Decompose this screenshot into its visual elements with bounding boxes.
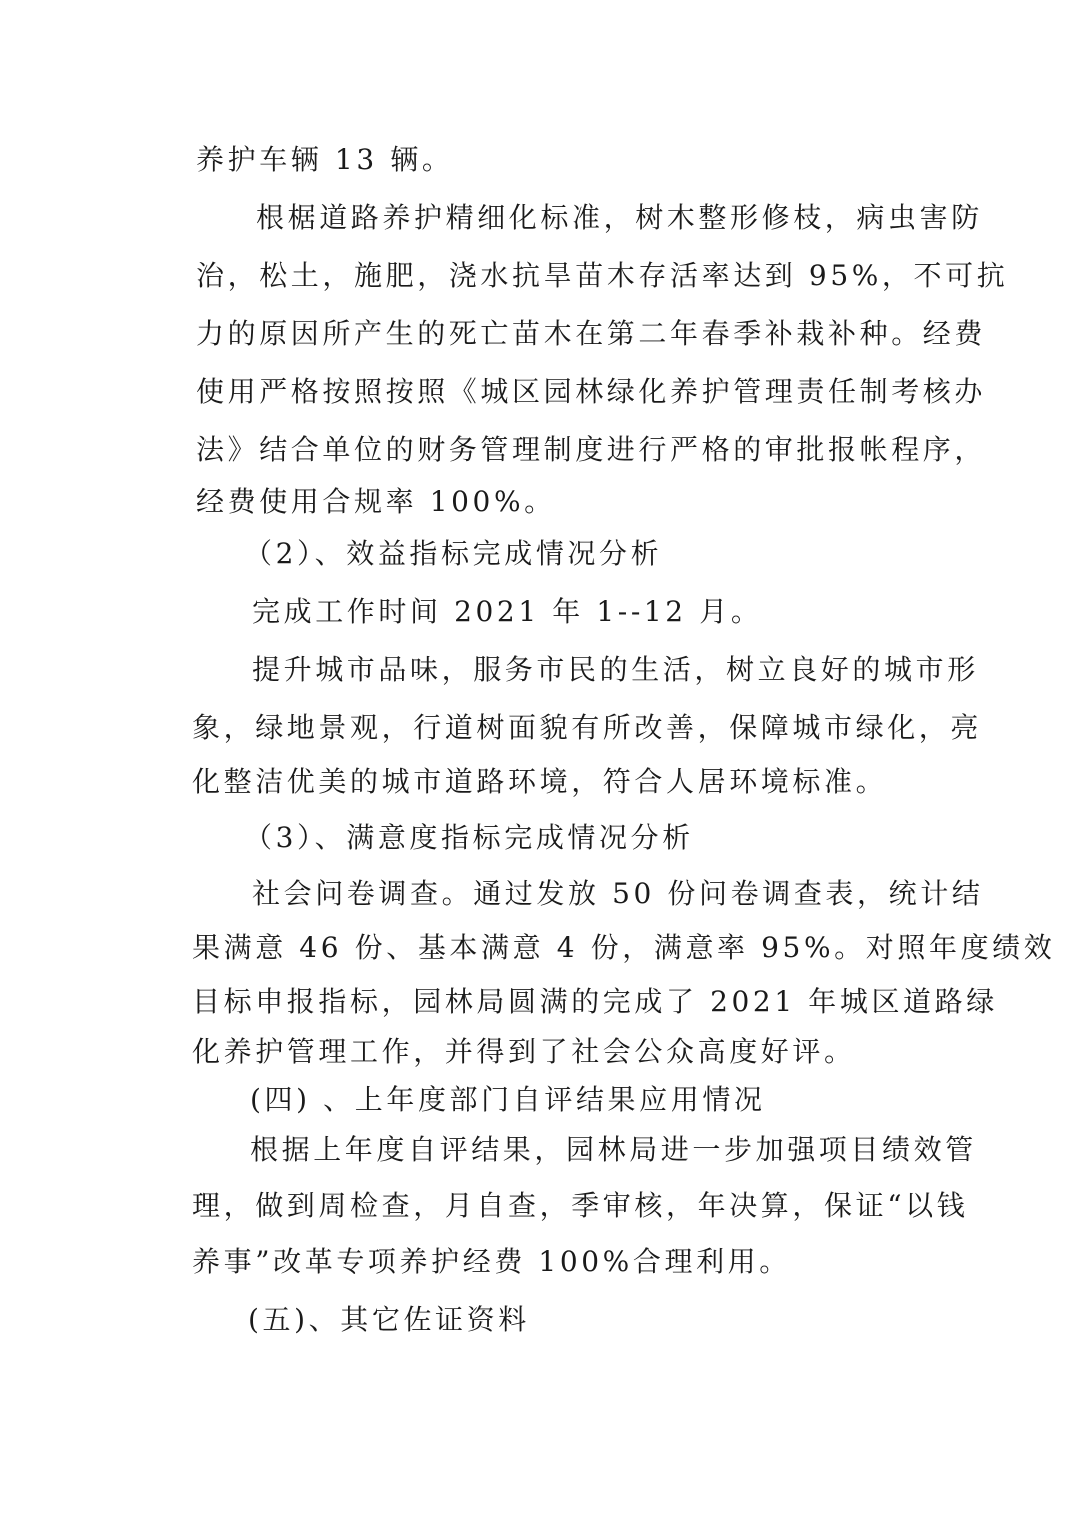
text-line: 目标申报指标，园林局圆满的完成了 2021 年城区道路绿 <box>192 985 998 1018</box>
text-line: 经费使用合规率 100%。 <box>196 485 556 518</box>
text-line: 治，松土，施肥，浇水抗旱苗木存活率达到 95%，不可抗 <box>196 259 1009 292</box>
text-line: 使用严格按照按照《城区园林绿化养护管理责任制考核办 <box>196 375 987 408</box>
text-line: 化养护管理工作，并得到了社会公众高度好评。 <box>192 1035 856 1068</box>
text-line: 力的原因所产生的死亡苗木在第二年春季补栽补种。经费 <box>196 317 987 350</box>
paragraph-first-line: 提升城市品味，服务市民的生活，树立良好的城市形 <box>252 653 979 686</box>
text-line: 养护车辆 13 辆。 <box>196 143 454 176</box>
text-line: 法》结合单位的财务管理制度进行严格的审批报帐程序， <box>196 433 987 466</box>
text-line: 化整洁优美的城市道路环境，符合人居环境标准。 <box>192 765 888 798</box>
text-line: 理，做到周检查，月自查，季审核，年决算，保证“以钱 <box>192 1189 969 1222</box>
paragraph-first-line: 社会问卷调查。通过发放 50 份问卷调查表，统计结 <box>252 877 984 910</box>
text-line: 养事”改革专项养护经费 100%合理利用。 <box>192 1245 791 1278</box>
paragraph-first-line: 完成工作时间 2021 年 1--12 月。 <box>252 595 763 628</box>
section-heading: （3）、满意度指标完成情况分析 <box>244 821 694 854</box>
text-line: 象，绿地景观，行道树面貌有所改善，保障城市绿化，亮 <box>192 711 983 744</box>
section-heading: (四) 、上年度部门自评结果应用情况 <box>250 1083 766 1116</box>
section-heading: (五)、其它佐证资料 <box>248 1303 530 1336</box>
paragraph-first-line: 根据上年度自评结果，园林局进一步加强项目绩效管 <box>250 1133 977 1166</box>
section-heading: （2）、效益指标完成情况分析 <box>244 537 663 570</box>
text-line: 果满意 46 份、基本满意 4 份，满意率 95%。对照年度绩效 <box>192 931 1056 964</box>
paragraph-first-line: 根椐道路养护精细化标准，树木整形修枝，病虫害防 <box>256 201 983 234</box>
